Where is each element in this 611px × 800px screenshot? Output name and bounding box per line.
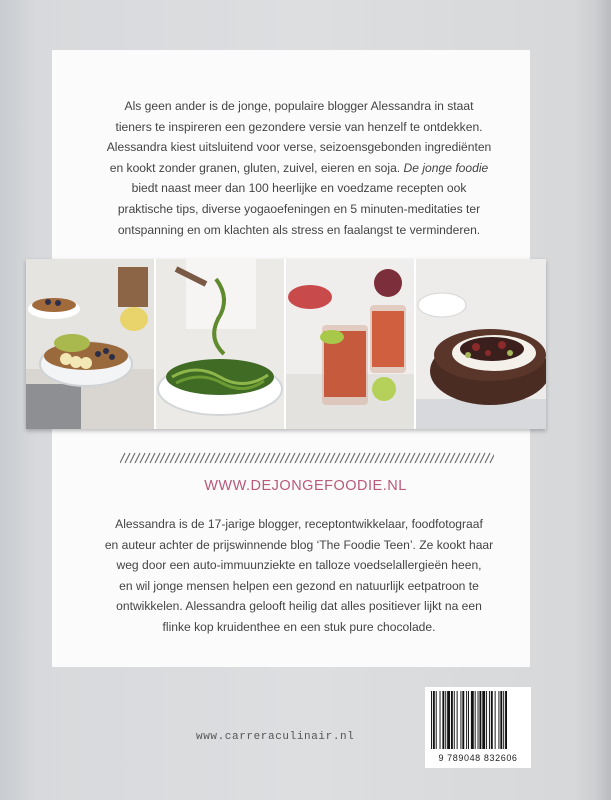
bio-line: flinke kop kruidenthee en een stuk pure chocolade. [162,619,436,634]
bio-line: weg door een auto-immuunziekte en talloze voedselallergieën heen, [116,558,482,573]
isbn-digits: 9 789048 832606 [438,753,518,763]
intro-line: Als geen ander is de jonge, populaire blogger Alessandra in staat [124,99,474,113]
isbn-barcode [425,687,531,768]
book-spine-edge [593,0,611,800]
decorative-hatch-divider [120,452,494,464]
granola-bowl-photo [26,259,154,429]
website-url: WWW.DEJONGEFOODIE.NL [204,478,407,494]
intro-line: biedt naast meer dan 100 heerlijke en voedzame recepten ook [131,181,467,196]
bio-line: Alessandra is de 17-jarige blogger, receptontwikkelaar, foodfotograaf [115,517,483,531]
bio-line: en wil jonge mensen helpen een gezond en natuurlijk eetpatroon te [119,578,479,593]
intro-line: Alessandra kiest uitsluitend voor verse, seizoensgebonden ingrediënten [106,140,492,155]
book-title: De jonge foodie [403,160,489,175]
author-bio [84,514,514,638]
publisher-url: www.carreraculinair.nl [196,731,355,743]
intro-line: ontspanning en om klachten als stress en faalangst te verminderen. [117,222,481,237]
intro-line: tieners te inspireren een gezondere versie van henzelf te ontdekken. [115,119,483,134]
intro-blurb [84,96,514,240]
intro-line: praktische tips, diverse yogaoefeningen en 5 minuten-meditaties ter [117,201,481,216]
barcode-bars [425,687,531,753]
intro-line: en kookt zonder granen, gluten, zuivel, eieren en soja. [109,160,401,175]
bio-line: ontwikkelen. Alessandra gelooft heilig dat alles positiever lijkt na een [116,599,482,614]
chocolate-cake-photo [416,259,546,429]
granita-drinks-photo [286,259,414,429]
zucchini-noodles-photo [156,259,284,429]
bio-line: en auteur achter de prijswinnende blog ‘The Foodie Teen’. Ze kookt haar [104,537,494,552]
photo-strip [26,259,546,429]
